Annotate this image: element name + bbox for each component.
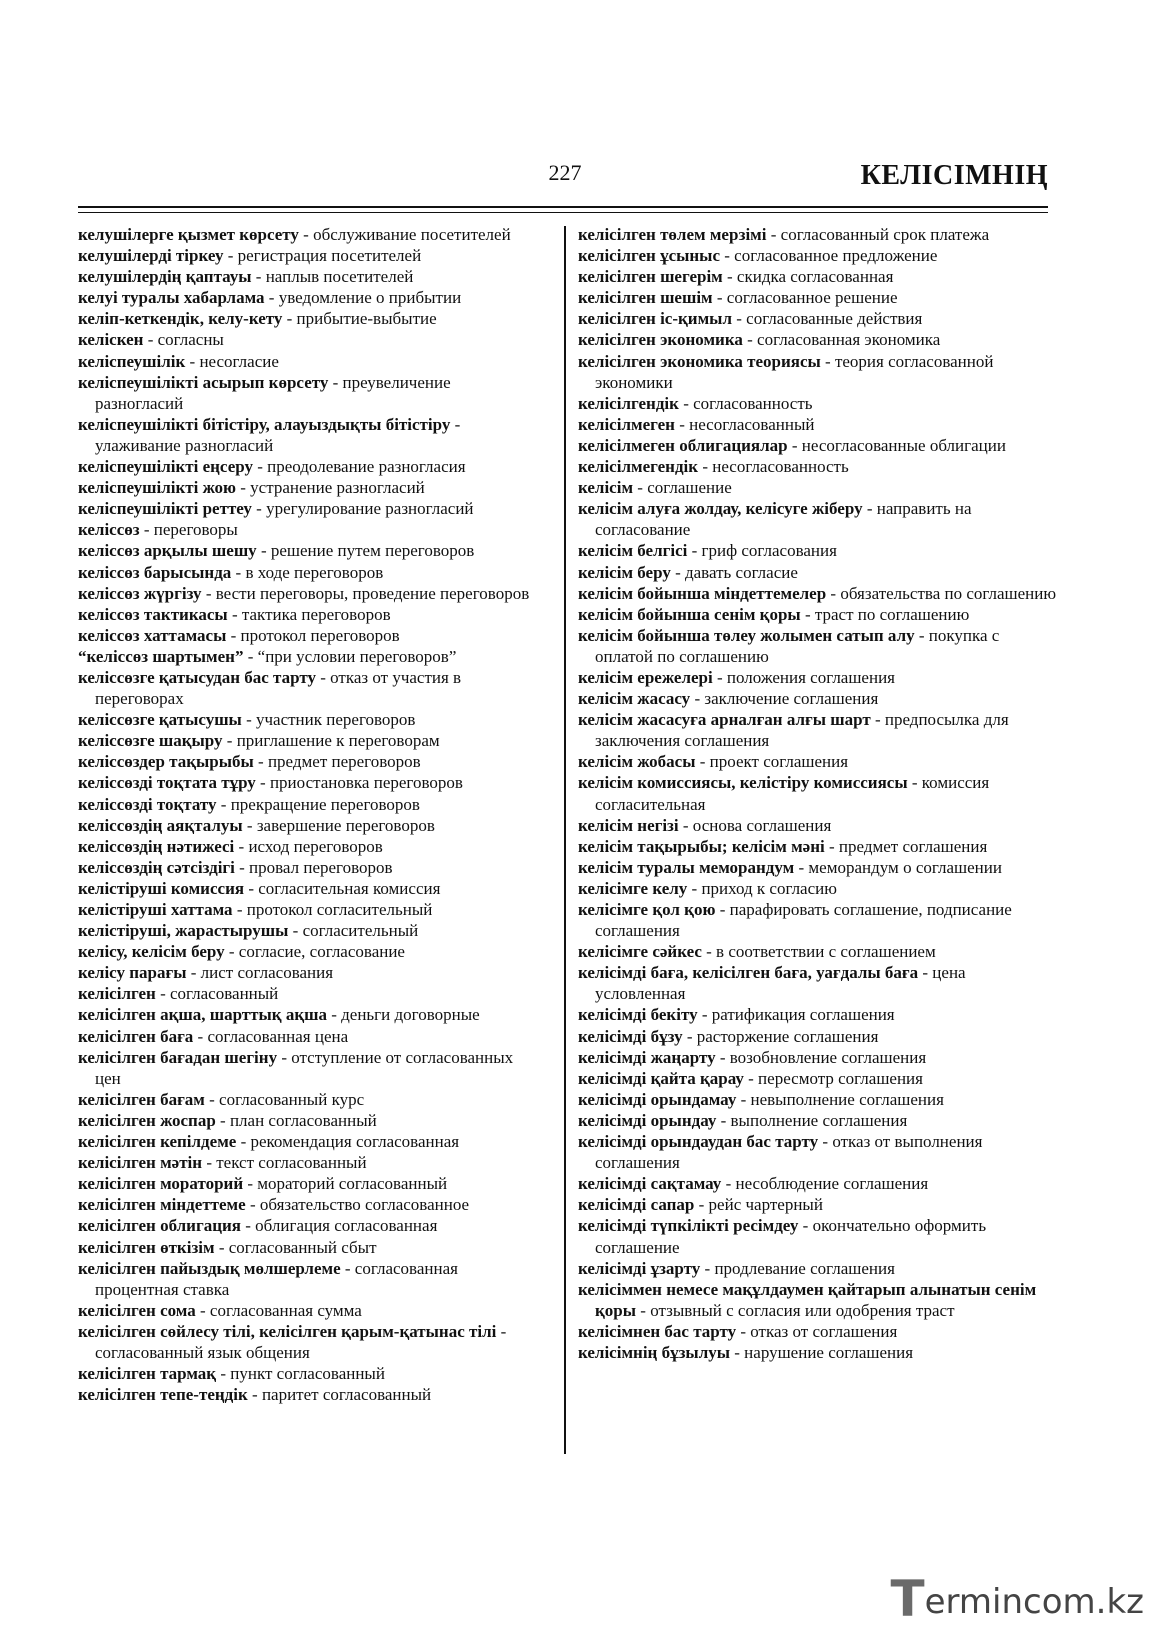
dictionary-entry bbox=[578, 709, 1060, 751]
entry-term: келісім bbox=[578, 478, 634, 498]
dictionary-entry bbox=[78, 899, 540, 920]
entry-definition: - “при условии переговоров” bbox=[243, 646, 457, 666]
dictionary-entry bbox=[78, 1194, 540, 1215]
dictionary-entry bbox=[78, 1300, 540, 1321]
entry-definition: - давать согласие bbox=[670, 562, 798, 582]
dictionary-entry bbox=[78, 1215, 540, 1236]
entry-term: келіссөзге қатысудан бас тарту bbox=[78, 667, 316, 687]
dictionary-entry bbox=[578, 245, 1060, 266]
dictionary-entry bbox=[578, 435, 1060, 456]
running-head: КЕЛІСІМНІҢ bbox=[860, 160, 1048, 191]
entry-term: келісімді бұзу bbox=[578, 1026, 683, 1046]
entry-term: келіссөзге шақыру bbox=[78, 731, 223, 751]
dictionary-entry bbox=[78, 646, 540, 667]
dictionary-entry bbox=[78, 266, 540, 287]
entry-term: келіспеушілікті бітістіру, алауыздықты бітістіру bbox=[78, 414, 451, 434]
entry-definition: - вести переговоры, проведение переговоров bbox=[201, 583, 530, 603]
entry-term: келісілген экономика bbox=[578, 330, 743, 350]
dictionary-entry bbox=[578, 1004, 1060, 1025]
entry-term: келісім туралы меморандум bbox=[578, 857, 795, 877]
entry-definition: - отзывный с согласия или одобрения траст bbox=[636, 1300, 955, 1320]
dictionary-entry bbox=[78, 1363, 540, 1384]
entry-definition: - заключение соглашения bbox=[690, 689, 879, 709]
entry-term: келісіммен немесе мақұлдаумен қайтарып алынатын сенім қоры bbox=[578, 1279, 1037, 1320]
entry-term: келісілген сөйлесу тілі, келісілген қарым-қатынас тілі bbox=[78, 1321, 497, 1341]
entry-term: келісім беру bbox=[578, 562, 671, 582]
entry-term: келісілген шегерім bbox=[578, 267, 723, 287]
entry-term: келушілерге қызмет көрсету bbox=[78, 225, 299, 244]
entry-term: келісім алуға жолдау, келісуге жіберу bbox=[578, 499, 863, 519]
header-rule-thick bbox=[78, 206, 1048, 208]
dictionary-entry bbox=[78, 1237, 540, 1258]
dictionary-entry bbox=[78, 1173, 540, 1194]
dictionary-entry bbox=[578, 625, 1060, 667]
entry-definition: - приход к согласию bbox=[687, 878, 837, 898]
entry-definition: - уведомление о прибытии bbox=[264, 288, 462, 308]
dictionary-entry bbox=[78, 815, 540, 836]
entry-definition: - согласованность bbox=[678, 393, 813, 413]
entry-definition: - рейс чартерный bbox=[694, 1195, 823, 1215]
entry-term: келісілген жоспар bbox=[78, 1110, 216, 1130]
entry-definition: - согласительная комиссия bbox=[244, 878, 441, 898]
entry-definition: - приглашение к переговорам bbox=[222, 731, 440, 751]
entry-term: келісімнен бас тарту bbox=[578, 1321, 737, 1341]
logo-letter: T bbox=[890, 1570, 925, 1628]
entry-term: келісілген сома bbox=[78, 1300, 196, 1320]
entry-term: келісімді сапар bbox=[578, 1195, 695, 1215]
entry-term: келіссөз тактикасы bbox=[78, 604, 228, 624]
entry-term: келіссөз арқылы шешу bbox=[78, 541, 257, 561]
dictionary-entry bbox=[578, 1026, 1060, 1047]
dictionary-entry bbox=[78, 941, 540, 962]
entry-definition: - невыполнение соглашения bbox=[736, 1089, 944, 1109]
entry-definition: - возобновление соглашения bbox=[715, 1047, 927, 1067]
entry-definition: - согласованная цена bbox=[193, 1026, 349, 1046]
entry-definition: - нарушение соглашения bbox=[730, 1342, 914, 1362]
entry-term: келісімді ұзарту bbox=[578, 1258, 701, 1278]
entry-definition: - отказ от выполнения соглашения bbox=[595, 1132, 983, 1173]
entry-definition: - траст по соглашению bbox=[800, 604, 970, 624]
dictionary-entry bbox=[78, 730, 540, 751]
dictionary-entry bbox=[578, 899, 1060, 941]
dictionary-entry bbox=[78, 983, 540, 1004]
column-divider bbox=[564, 226, 566, 1454]
entry-term: келісімге келу bbox=[578, 878, 688, 898]
entry-term: келісу парағы bbox=[78, 963, 187, 983]
entry-term: келушілерді тіркеу bbox=[78, 246, 224, 266]
dictionary-entry bbox=[78, 625, 540, 646]
dictionary-entry bbox=[78, 540, 540, 561]
entry-definition: - согласованный срок платежа bbox=[766, 225, 990, 244]
termincom-logo bbox=[890, 1570, 1144, 1628]
entry-definition: - несогласованный bbox=[674, 414, 815, 434]
entry-definition: - в соответствии с соглашением bbox=[701, 942, 936, 962]
entry-term: келістіруші хаттама bbox=[78, 900, 233, 919]
entry-term: келісімді қайта қарау bbox=[578, 1068, 744, 1088]
entry-definition: - отказ от соглашения bbox=[736, 1321, 898, 1341]
dictionary-entry bbox=[78, 329, 540, 350]
entry-term: келіспеушілікті еңсеру bbox=[78, 457, 253, 477]
dictionary-entry bbox=[78, 1026, 540, 1047]
entry-term: келісілген шешім bbox=[578, 288, 713, 308]
entry-definition: - урегулирование разногласий bbox=[251, 499, 474, 519]
dictionary-entry bbox=[578, 1173, 1060, 1194]
entry-definition: - проект соглашения bbox=[695, 752, 849, 772]
entry-definition: - пункт согласованный bbox=[216, 1364, 385, 1384]
dictionary-entry bbox=[78, 857, 540, 878]
entry-term: келісім комиссиясы, келістіру комиссиясы bbox=[578, 773, 908, 793]
entry-term: келісілген ақша, шарттық ақша bbox=[78, 1005, 327, 1025]
entry-definition: - меморандум о соглашении bbox=[794, 857, 1002, 877]
entry-definition: - покупка с оплатой по соглашению bbox=[595, 625, 1000, 666]
entry-definition: - согласованная экономика bbox=[742, 330, 941, 350]
entry-definition: - цена условленная bbox=[595, 963, 966, 1004]
entry-definition: - согласительный bbox=[288, 921, 419, 941]
entry-definition: - согласие, согласование bbox=[224, 942, 405, 962]
entry-definition: - теория согласованной экономики bbox=[595, 351, 994, 392]
entry-term: келісімді жаңарту bbox=[578, 1047, 716, 1067]
entry-definition: - согласованная процентная ставка bbox=[95, 1258, 458, 1299]
dictionary-entry bbox=[78, 1321, 540, 1363]
entry-term: келісім белгісі bbox=[578, 541, 688, 561]
dictionary-entry bbox=[578, 562, 1060, 583]
entry-term: келісілгендік bbox=[578, 393, 679, 413]
entry-definition: - улаживание разногласий bbox=[95, 414, 461, 455]
entry-definition: - преодолевание разногласия bbox=[252, 457, 466, 477]
entry-definition: - несогласованные облигации bbox=[787, 435, 1006, 455]
dictionary-entry bbox=[78, 667, 540, 709]
dictionary-entry bbox=[578, 287, 1060, 308]
entry-definition: - парафировать соглашение, подписание соглашения bbox=[595, 900, 1012, 941]
entry-definition: - пересмотр соглашения bbox=[743, 1068, 923, 1088]
entry-term: келіспеушілікті реттеу bbox=[78, 499, 252, 519]
dictionary-entry bbox=[78, 751, 540, 772]
dictionary-entry bbox=[78, 519, 540, 540]
dictionary-entry bbox=[78, 1131, 540, 1152]
entry-definition: - тактика переговоров bbox=[227, 604, 391, 624]
entry-term: келіссөзді тоқтату bbox=[78, 794, 217, 814]
entry-definition: - обязательства по соглашению bbox=[826, 583, 1057, 603]
dictionary-entry bbox=[578, 1279, 1060, 1321]
entry-term: келісімнің бұзылуы bbox=[578, 1342, 731, 1362]
entry-term: “келіссөз шартымен” bbox=[78, 646, 244, 666]
dictionary-entry bbox=[578, 667, 1060, 688]
dictionary-entry bbox=[78, 1152, 540, 1173]
entry-term: келісілген міндеттеме bbox=[78, 1195, 246, 1215]
dictionary-entry bbox=[78, 772, 540, 793]
entry-term: келісілген іс-қимыл bbox=[578, 309, 732, 329]
entry-definition: - устранение разногласий bbox=[236, 478, 425, 498]
entry-term: келісілмеген bbox=[578, 414, 675, 434]
entry-term: келісілмегендік bbox=[578, 457, 699, 477]
entry-term: келісілген облигация bbox=[78, 1216, 241, 1236]
entry-definition: - текст согласованный bbox=[202, 1153, 367, 1173]
entry-term: келістіруші комиссия bbox=[78, 878, 245, 898]
entry-term: келісімге қол қою bbox=[578, 900, 716, 919]
logo-text: ermincom.kz bbox=[924, 1582, 1144, 1622]
dictionary-entry bbox=[78, 456, 540, 477]
dictionary-entry bbox=[578, 962, 1060, 1004]
entry-definition: - гриф согласования bbox=[687, 541, 837, 561]
entry-term: келісілген пайыздық мөлшерлеме bbox=[78, 1258, 341, 1278]
dictionary-entry bbox=[578, 1342, 1060, 1363]
dictionary-entry bbox=[578, 329, 1060, 350]
entry-definition: - решение путем переговоров bbox=[256, 541, 475, 561]
dictionary-entry bbox=[78, 1004, 540, 1025]
entry-definition: - согласованное предложение bbox=[720, 246, 938, 266]
entry-term: келісім жобасы bbox=[578, 752, 696, 772]
dictionary-entry bbox=[578, 878, 1060, 899]
entry-definition: - паритет согласованный bbox=[247, 1385, 432, 1405]
entry-term: келісілген кепілдеме bbox=[78, 1132, 237, 1152]
entry-term: келісімді орындаудан бас тарту bbox=[578, 1132, 819, 1152]
entry-definition: - согласованный bbox=[155, 984, 279, 1004]
entry-term: келісілген бағадан шегіну bbox=[78, 1047, 278, 1067]
entry-term: келісілген тармақ bbox=[78, 1364, 217, 1384]
entry-term: келіссөздің сәтсіздігі bbox=[78, 857, 235, 877]
entry-term: келіссөздер тақырыбы bbox=[78, 752, 254, 772]
dictionary-entry bbox=[78, 1110, 540, 1131]
entry-term: келісімге сәйкес bbox=[578, 942, 702, 962]
entry-definition: - протокол согласительный bbox=[232, 900, 433, 919]
dictionary-entry bbox=[78, 562, 540, 583]
entry-term: келісілген бағам bbox=[78, 1089, 205, 1109]
entry-definition: - продлевание соглашения bbox=[700, 1258, 895, 1278]
dictionary-entry bbox=[78, 372, 540, 414]
entry-definition: - исход переговоров bbox=[234, 836, 383, 856]
dictionary-entry bbox=[78, 498, 540, 519]
entry-definition: - рекомендация согласованная bbox=[236, 1132, 460, 1152]
entry-definition: - предмет переговоров bbox=[253, 752, 421, 772]
entry-term: келіссөзге қатысушы bbox=[78, 710, 242, 730]
entry-term: келісілген тепе-теңдік bbox=[78, 1385, 248, 1405]
entry-term: келісілген мәтін bbox=[78, 1153, 203, 1173]
dictionary-entry bbox=[578, 1321, 1060, 1342]
dictionary-entry bbox=[78, 477, 540, 498]
entry-definition: - ратификация соглашения bbox=[697, 1005, 895, 1025]
entry-term: келіскен bbox=[78, 330, 144, 350]
entry-term: келісілмеген облигациялар bbox=[578, 435, 788, 455]
entry-term: келіссөздің аяқталуы bbox=[78, 815, 243, 835]
dictionary-entry bbox=[578, 815, 1060, 836]
entry-term: келісілген өткізім bbox=[78, 1237, 215, 1257]
dictionary-entry bbox=[78, 920, 540, 941]
entry-definition: - мораторий согласованный bbox=[243, 1174, 448, 1194]
dictionary-entry bbox=[578, 393, 1060, 414]
dictionary-entry bbox=[78, 962, 540, 983]
entry-term: келістіруші, жарастырушы bbox=[78, 921, 289, 941]
entry-definition: - отступление от согласованных цен bbox=[95, 1047, 514, 1088]
entry-definition: - обслуживание посетителей bbox=[298, 225, 511, 244]
entry-definition: - согласованные действия bbox=[731, 309, 923, 329]
entry-term: келісімді баға, келісілген баға, уағдалы баға bbox=[578, 963, 919, 983]
entry-term: келіспеушілік bbox=[78, 351, 186, 371]
entry-term: келісімді түпкілікті ресімдеу bbox=[578, 1216, 799, 1236]
entry-term: келіссөздің нәтижесі bbox=[78, 836, 235, 856]
dictionary-entry bbox=[578, 351, 1060, 393]
dictionary-entry bbox=[578, 414, 1060, 435]
entry-definition: - регистрация посетителей bbox=[223, 246, 422, 266]
entry-term: келуі туралы хабарлама bbox=[78, 288, 265, 308]
dictionary-entry bbox=[78, 1384, 540, 1405]
dictionary-entry bbox=[578, 540, 1060, 561]
entry-definition: - несогласованность bbox=[698, 457, 849, 477]
entry-term: келісімді сақтамау bbox=[578, 1174, 722, 1194]
dictionary-entry bbox=[578, 836, 1060, 857]
entry-definition: - предпосылка для заключения соглашения bbox=[595, 710, 1009, 751]
dictionary-entry bbox=[78, 794, 540, 815]
dictionary-entry bbox=[578, 1110, 1060, 1131]
dictionary-entry bbox=[578, 583, 1060, 604]
entry-term: келісім жасасу bbox=[578, 689, 691, 709]
dictionary-entry bbox=[78, 583, 540, 604]
dictionary-entry bbox=[578, 498, 1060, 540]
entry-term: келіссөз барысында bbox=[78, 562, 232, 582]
entry-term: келушілердің қаптауы bbox=[78, 267, 252, 287]
entry-definition: - согласны bbox=[143, 330, 224, 350]
entry-definition: - наплыв посетителей bbox=[251, 267, 414, 287]
entry-term: келісімді бекіту bbox=[578, 1005, 698, 1025]
dictionary-entry bbox=[578, 1047, 1060, 1068]
dictionary-entry bbox=[578, 751, 1060, 772]
dictionary-entry bbox=[78, 836, 540, 857]
entry-term: келісілген төлем мерзімі bbox=[578, 225, 767, 244]
dictionary-entry bbox=[78, 351, 540, 372]
right-column bbox=[578, 224, 1060, 1363]
dictionary-entry bbox=[578, 456, 1060, 477]
entry-definition: - выполнение соглашения bbox=[716, 1110, 908, 1130]
entry-definition: - скидка согласованная bbox=[722, 267, 894, 287]
entry-term: келісім негізі bbox=[578, 815, 679, 835]
dictionary-entry bbox=[578, 1068, 1060, 1089]
entry-term: келісілген bbox=[78, 984, 156, 1004]
entry-definition: - в ходе переговоров bbox=[231, 562, 384, 582]
entry-definition: - несоблюдение соглашения bbox=[721, 1174, 929, 1194]
entry-term: келісім бойынша сенім қоры bbox=[578, 604, 801, 624]
entry-term: келісімді орындау bbox=[578, 1110, 717, 1130]
entry-definition: - завершение переговоров bbox=[242, 815, 435, 835]
entry-term: келіссөз хаттамасы bbox=[78, 625, 227, 645]
entry-definition: - окончательно оформить соглашение bbox=[595, 1216, 987, 1257]
dictionary-entry bbox=[578, 604, 1060, 625]
dictionary-entry bbox=[78, 224, 540, 245]
dictionary-entry bbox=[78, 308, 540, 329]
entry-definition: - приостановка переговоров bbox=[255, 773, 463, 793]
dictionary-entry bbox=[78, 287, 540, 308]
dictionary-entry bbox=[578, 941, 1060, 962]
dictionary-entry bbox=[578, 1258, 1060, 1279]
dictionary-entry bbox=[578, 1131, 1060, 1173]
entry-term: келісім жасасуға арналған алғы шарт bbox=[578, 710, 871, 730]
entry-definition: - прибытие-выбытие bbox=[282, 309, 437, 329]
entry-term: келісімді орындамау bbox=[578, 1089, 737, 1109]
dictionary-entry bbox=[578, 1194, 1060, 1215]
entry-term: келісу, келісім беру bbox=[78, 942, 225, 962]
page-number: 227 bbox=[548, 160, 582, 185]
entry-term: келісім бойынша төлеу жолымен сатып алу bbox=[578, 625, 915, 645]
dictionary-entry bbox=[578, 224, 1060, 245]
dictionary-entry bbox=[578, 688, 1060, 709]
dictionary-entry bbox=[578, 477, 1060, 498]
entry-term: келіссөз жүргізу bbox=[78, 583, 202, 603]
left-column bbox=[78, 224, 540, 1405]
dictionary-entry bbox=[78, 1258, 540, 1300]
entry-definition: - комиссия согласительная bbox=[595, 773, 990, 814]
entry-term: келіссөзді тоқтата тұру bbox=[78, 773, 256, 793]
dictionary-entry bbox=[578, 1089, 1060, 1110]
dictionary-entry bbox=[78, 604, 540, 625]
dictionary-entry bbox=[578, 266, 1060, 287]
entry-definition: - лист согласования bbox=[186, 963, 334, 983]
dictionary-entry bbox=[78, 1089, 540, 1110]
entry-term: келісім ережелері bbox=[578, 667, 713, 687]
entry-term: келісім тақырыбы; келісім мәні bbox=[578, 836, 825, 856]
dictionary-entry bbox=[578, 772, 1060, 814]
dictionary-entry bbox=[78, 709, 540, 730]
dictionary-entry bbox=[78, 878, 540, 899]
entry-definition: - согласованный язык общения bbox=[95, 1321, 507, 1362]
entry-term: келісілген ұсыныс bbox=[578, 246, 721, 266]
entry-term: келіп-кеткендік, келу-кету bbox=[78, 309, 283, 329]
entry-term: келіспеушілікті асырып көрсету bbox=[78, 372, 329, 392]
header-rule-thin bbox=[78, 212, 1048, 213]
entry-definition: - участник переговоров bbox=[241, 710, 416, 730]
entry-definition: - согласованный курс bbox=[204, 1089, 365, 1109]
dictionary-entry bbox=[578, 1215, 1060, 1257]
entry-definition: - несогласие bbox=[185, 351, 279, 371]
entry-definition: - предмет соглашения bbox=[824, 836, 988, 856]
entry-definition: - расторжение соглашения bbox=[682, 1026, 879, 1046]
dictionary-entry bbox=[578, 857, 1060, 878]
entry-term: келіспеушілікті жою bbox=[78, 478, 236, 498]
entry-definition: - облигация согласованная bbox=[241, 1216, 438, 1236]
dictionary-entry bbox=[578, 308, 1060, 329]
entry-definition: - переговоры bbox=[139, 520, 238, 540]
entry-term: келісім бойынша міндеттемелер bbox=[578, 583, 827, 603]
entry-definition: - согласованная сумма bbox=[195, 1300, 362, 1320]
entry-definition: - прекращение переговоров bbox=[216, 794, 420, 814]
entry-term: келісілген баға bbox=[78, 1026, 194, 1046]
entry-definition: - обязательство согласованное bbox=[245, 1195, 470, 1215]
entry-definition: - провал переговоров bbox=[234, 857, 393, 877]
entry-definition: - протокол переговоров bbox=[226, 625, 400, 645]
entry-definition: - положения соглашения bbox=[712, 667, 895, 687]
dictionary-entry bbox=[78, 245, 540, 266]
entry-definition: - согласованный сбыт bbox=[214, 1237, 377, 1257]
entry-definition: - отказ от участия в переговорах bbox=[95, 667, 462, 709]
entry-term: келісілген мораторий bbox=[78, 1174, 244, 1194]
entry-term: келіссөз bbox=[78, 520, 140, 540]
entry-definition: - направить на согласование bbox=[595, 499, 972, 540]
entry-definition: - основа соглашения bbox=[678, 815, 832, 835]
entry-definition: - преувеличение разногласий bbox=[95, 372, 451, 413]
entry-definition: - план согласованный bbox=[215, 1110, 377, 1130]
entry-term: келісілген экономика теориясы bbox=[578, 351, 821, 371]
entry-definition: - согласованное решение bbox=[712, 288, 898, 308]
entry-definition: - деньги договорные bbox=[326, 1005, 480, 1025]
dictionary-entry bbox=[78, 1047, 540, 1089]
dictionary-entry bbox=[78, 414, 540, 456]
entry-definition: - соглашение bbox=[633, 478, 732, 498]
